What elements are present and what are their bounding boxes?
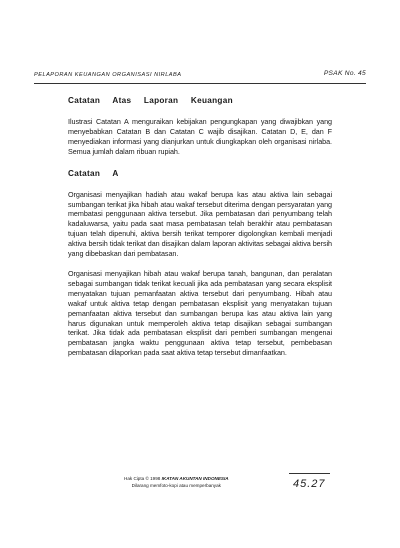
running-header-title: PELAPORAN KEUANGAN ORGANISASI NIRLABA <box>34 72 182 78</box>
footer-copyright <box>124 476 229 489</box>
running-header <box>34 70 366 82</box>
publisher-name: IKATAN AKUNTAN INDONESIA <box>161 476 229 481</box>
document-body <box>68 96 332 358</box>
section-title: Catatan Atas Laporan Keuangan <box>68 96 233 105</box>
copyright-notice: Dilarang memfoto-kopi atau memperbanyak <box>131 482 221 488</box>
intro-paragraph: Ilustrasi Catatan A menguraikan kebijakan pengungkapan yang diwajibkan yang menyebabkan Catatan B dan Catatan C wajib disajikan. Catatan D, E, dan F menyediakan informasi yang dianjurkan untuk diungkapkan oleh organisasi nirlaba. Semua jumlah dalam ribuan rupiah. <box>68 117 332 156</box>
body-paragraph: Organisasi menyajikan hadiah atau wakaf berupa kas atau aktiva lain sebagai sumbangan terikat jika hibah atau wakaf tersebut diterima dengan persyaratan yang membatasi penggunaan aktiva tersebut. Jika pembatasan dari penyumbang telah kadaluwarsa, yaitu pada saat masa pembatasan telah berakhir atau pembatasan tujuan telah dipenuhi, aktiva bersih terikat temporer digolongkan kembali menjadi aktiva bersih tidak terikat dan disajikan dalam laporan aktivitas sebagai aktiva bersih yang dibebaskan dari pembatasan. <box>68 189 332 259</box>
body-paragraph: Organisasi menyajikan hibah atau wakaf berupa tanah, bangunan, dan peralatan sebagai sumbangan tidak terikat kecuali jika ada pembatasan yang secara eksplisit menyatakan tujuan pemanfaatan aktiva tersebut dari penyumbang. Hibah atau wakaf untuk aktiva tetap dengan pembatasan eksplisit yang menyatakan tujuan pemanfaatan aktiva tersebut dan sumbangan berupa kas atau aktiva lain yang harus digunakan untuk memperoleh aktiva tetap disajikan sebagai sumbangan terikat. Jika tidak ada pembatasan eksplisit dari pemberi sumbangan mengenai pembatasan jangka waktu penggunaan aktiva tetap tersebut, pembebasan pembatasan dilaporkan pada saat aktiva tetap tersebut dimanfaatkan. <box>68 268 332 358</box>
copyright-prefix: Hak Cipta © 1998 <box>124 476 161 481</box>
running-header-standard: PSAK No. 45 <box>323 70 366 77</box>
footer-divider <box>289 473 330 474</box>
page-number: 45.27 <box>293 478 326 490</box>
header-divider <box>34 83 366 84</box>
subsection-title: Catatan A <box>68 168 119 178</box>
